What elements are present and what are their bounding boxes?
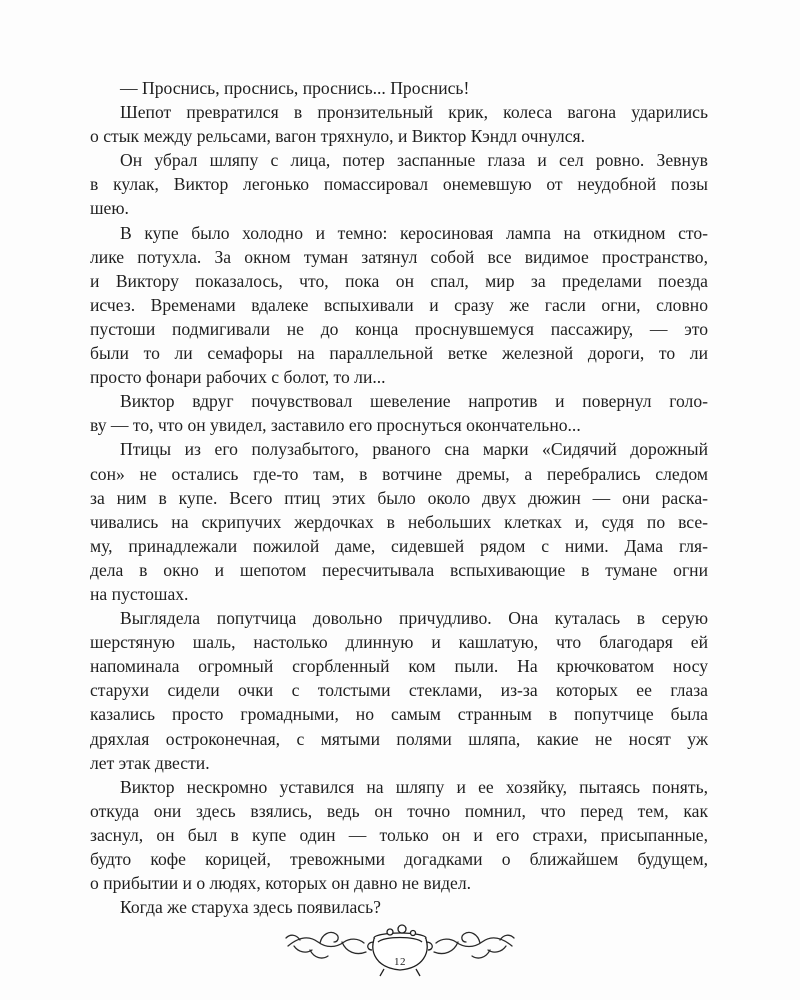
text-line: Птицы из его полузабытого, рваного сна марки «Сидячий дорожный: [120, 439, 708, 460]
paragraph: [90, 100, 708, 148]
text-line: просто фонари рабочих с болот, то ли...: [90, 367, 386, 388]
text-line: за ним в купе. Всего птиц этих было около двух дюжин — они раска-: [90, 487, 708, 508]
text-line: лике потухла. За окном туман затянул собой все видимое пространство,: [90, 246, 708, 267]
text-line: и Виктору показалось, что, пока он спал, мир за пределами поезда: [90, 270, 708, 291]
text-line: шею.: [90, 198, 129, 219]
text-line: дела в окно и шепотом пересчитывала вспыхивающие в тумане огни: [90, 559, 708, 580]
page-footer: [0, 912, 800, 982]
text-line: заснул, он был в купе один — только он и его страхи, присыпанные,: [90, 824, 708, 845]
page-number: 12: [394, 956, 406, 968]
cauldron-ornament-icon: [280, 912, 520, 982]
text-line: были то ли семафоры на параллельной ветке железной дороги, то ли: [90, 343, 708, 364]
text-line: старухи сидели очки с толстыми стеклами, из-за которых ее глаза: [90, 680, 708, 701]
text-line: казались просто громадными, но самым странным в попутчице была: [90, 704, 708, 725]
text-line: Виктор вдруг почувствовал шевеление напротив и повернул голо-: [120, 391, 708, 412]
text-line: напоминала огромный сгорбленный ком пыли. На крючковатом носу: [90, 656, 708, 677]
paragraph: [90, 775, 708, 895]
text-line: исчез. Временами вдалеке вспыхивали и сразу же гасли огни, словно: [90, 294, 708, 315]
paragraph: [90, 221, 708, 390]
text-line: Шепот превратился в пронзительный крик, колеса вагона ударились: [120, 102, 708, 123]
text-line: в кулак, Виктор легонько помассировал онемевшую от неудобной позы: [90, 174, 708, 195]
text-line: — Проснись, проснись, проснись... Проснись!: [120, 78, 470, 98]
text-line: чивались на скрипучих жердочках в небольших клетках и, судя по все-: [90, 511, 708, 532]
text-line: лет этак двести.: [90, 752, 210, 773]
body-text: [90, 76, 708, 919]
text-line: ву — то, что он увидел, заставило его проснуться окончательно...: [90, 415, 581, 436]
text-line: Когда же старуха здесь появилась?: [120, 897, 381, 918]
paragraph: [90, 389, 708, 437]
paragraph: [90, 606, 708, 775]
text-line: о стык между рельсами, вагон тряхнуло, и Виктор Кэндл очнулся.: [90, 126, 586, 147]
paragraph: [90, 148, 708, 220]
text-line: Выглядела попутчица довольно причудливо. Она куталась в серую: [120, 608, 708, 629]
paragraph: [90, 437, 708, 606]
text-line: будто кофе корицей, тревожными догадками о ближайшем будущем,: [90, 849, 708, 869]
text-line: на пустошах.: [90, 583, 189, 604]
text-line: откуда они здесь взялись, ведь он точно помнил, что перед тем, как: [90, 800, 708, 821]
text-line: му, принадлежали пожилой даме, сидевшей рядом с ними. Дама гля-: [90, 535, 708, 556]
text-line: шерстяную шаль, настолько длинную и кашлатую, что благодаря ей: [90, 632, 708, 653]
paragraph: [90, 76, 708, 100]
text-line: пустоши подмигивали не до конца проснувшемуся пассажиру, — это: [90, 318, 708, 339]
text-line: о прибытии и о людях, которых он давно не видел.: [90, 873, 472, 894]
text-line: Виктор нескромно уставился на шляпу и ее хозяйку, пытаясь понять,: [120, 776, 708, 797]
text-line: дряхлая остроконечная, с мятыми полями шляпа, какие не носят уж: [90, 728, 708, 749]
text-line: Он убрал шляпу с лица, потер заспанные глаза и сел ровно. Зевнув: [120, 150, 708, 171]
text-line: сон» не остались где-то там, в вотчине дремы, а перебрались следом: [90, 463, 708, 484]
text-line: В купе было холодно и темно: керосиновая лампа на откидном сто-: [120, 222, 708, 243]
